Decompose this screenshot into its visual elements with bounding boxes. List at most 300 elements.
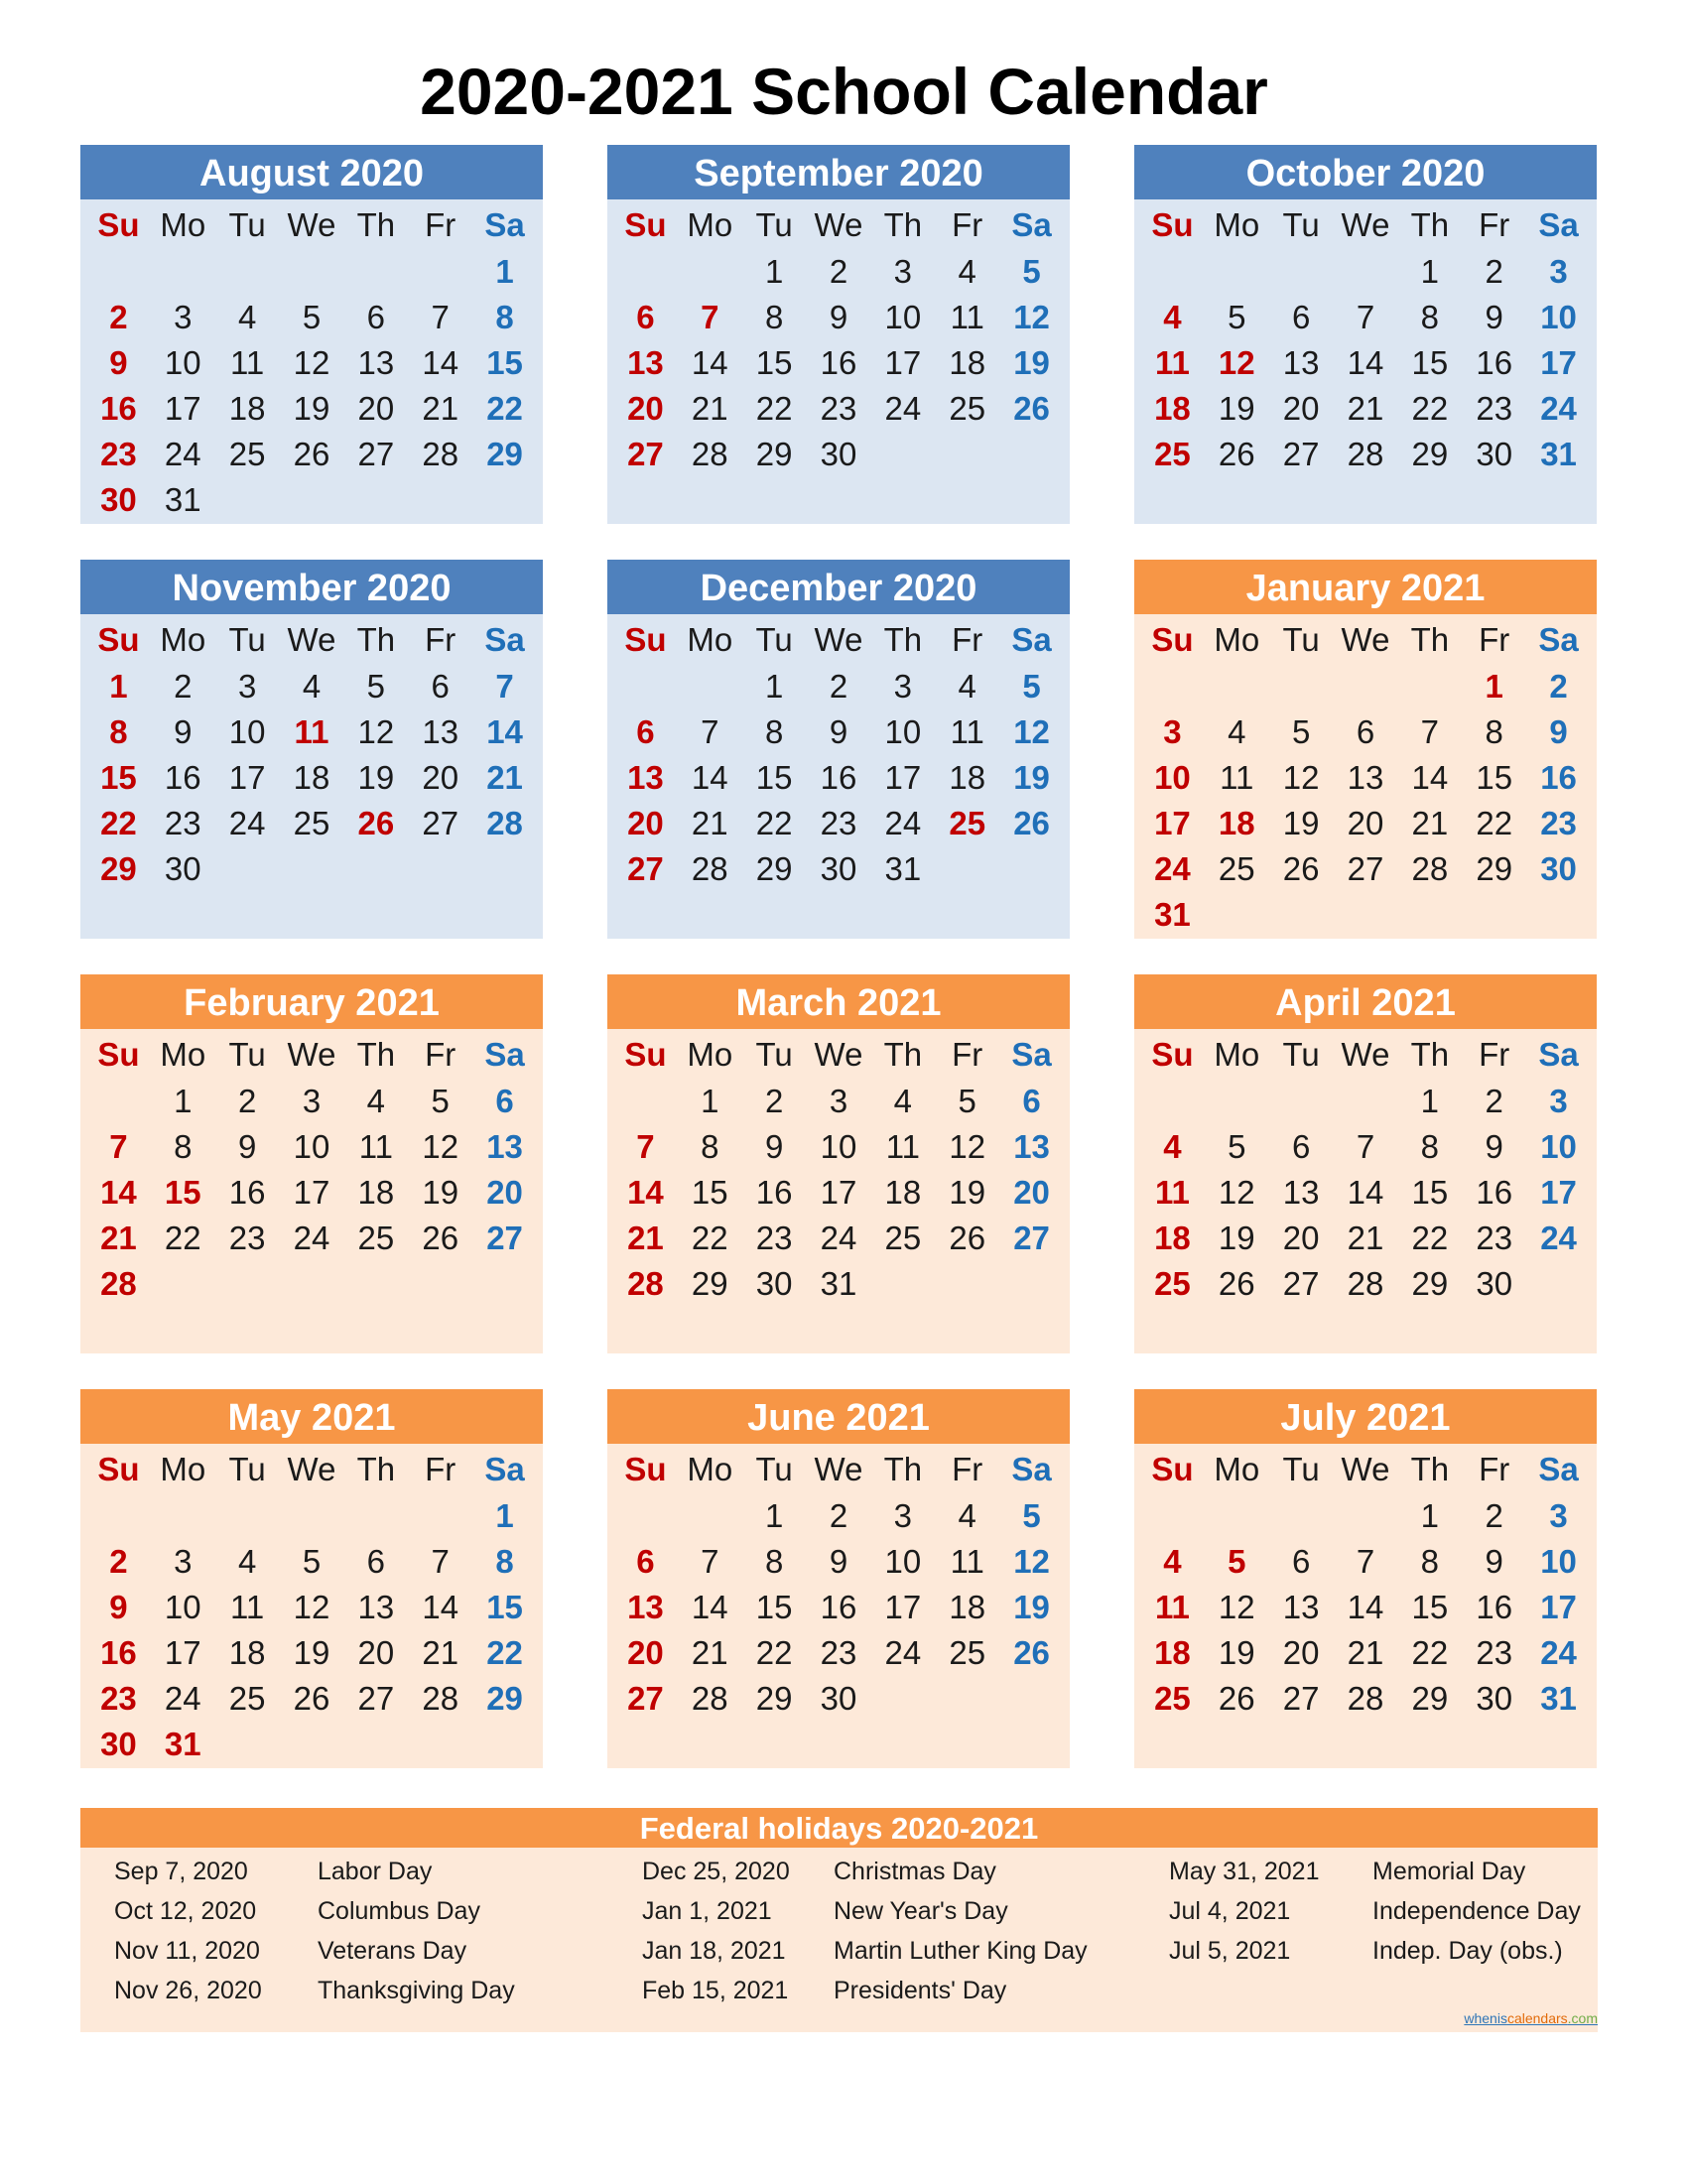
day-cell: 31	[884, 850, 922, 887]
weekday-label: Fr	[1479, 1451, 1510, 1487]
day-cell: 4	[1163, 299, 1182, 335]
weekday-label: Tu	[228, 621, 266, 658]
day-cell: 8	[109, 713, 128, 750]
holiday-column	[642, 1852, 1088, 2010]
site-credit-link[interactable]: wheniscalendars.com	[1464, 2010, 1598, 2026]
day-cell: 29	[691, 1265, 728, 1302]
day-cell: 6	[636, 299, 655, 335]
day-cell: 27	[627, 850, 664, 887]
empty-cell	[408, 249, 472, 295]
day-cell: 23	[1476, 1634, 1513, 1671]
day-cell: 20	[627, 390, 664, 427]
day-cell: 8	[174, 1128, 193, 1165]
day-cell: 22	[1476, 805, 1513, 841]
day-cell: 16	[164, 759, 201, 796]
day-cell: 16	[1540, 759, 1577, 796]
day-cell: 20	[1347, 805, 1384, 841]
holiday-row	[114, 1931, 531, 1971]
day-cell: 26	[949, 1220, 986, 1256]
empty-cell	[1205, 1493, 1269, 1539]
day-cell: 17	[293, 1174, 330, 1211]
holiday-row	[1169, 1931, 1586, 1971]
weekday-label: Sa	[1538, 206, 1579, 243]
day-cell: 1	[1485, 668, 1503, 705]
holiday-name: Veterans Day	[318, 1937, 467, 1965]
month-header: January 2021	[1134, 560, 1597, 614]
day-cell: 9	[174, 713, 193, 750]
day-cell: 2	[1485, 1083, 1503, 1119]
day-cell: 27	[1347, 850, 1384, 887]
day-cell: 28	[422, 1680, 459, 1717]
day-cell: 13	[1282, 1589, 1320, 1625]
day-cell: 7	[1356, 1543, 1375, 1580]
empty-cell	[1269, 1079, 1334, 1124]
day-cell: 25	[1154, 436, 1191, 472]
day-cell: 20	[1013, 1174, 1050, 1211]
day-cell: 11	[1154, 1174, 1190, 1211]
month-header: May 2021	[80, 1389, 543, 1444]
day-cell: 6	[636, 713, 655, 750]
day-cell: 12	[1218, 1174, 1255, 1211]
day-cell: 4	[958, 253, 976, 290]
day-cell: 5	[958, 1083, 976, 1119]
day-cell: 24	[884, 390, 922, 427]
day-cell: 5	[1228, 1128, 1246, 1165]
federal-holidays-panel	[80, 1808, 1598, 2032]
weekday-label: Su	[97, 621, 140, 658]
day-cell: 2	[1549, 668, 1568, 705]
day-cell: 7	[701, 713, 719, 750]
day-cell: 1	[764, 1497, 784, 1534]
weekday-label: We	[287, 1036, 336, 1073]
day-cell: 7	[1356, 299, 1375, 335]
day-cell: 15	[755, 344, 793, 381]
day-cell: 4	[1163, 1543, 1182, 1580]
empty-cell	[613, 249, 678, 295]
day-cell: 31	[1540, 1680, 1577, 1717]
day-cell: 18	[949, 759, 986, 796]
day-cell: 1	[1420, 1083, 1440, 1119]
weekday-label: Th	[356, 621, 396, 658]
day-cell: 5	[431, 1083, 450, 1119]
day-cell: 15	[100, 759, 137, 796]
day-cell: 18	[1218, 805, 1255, 841]
day-cell: 29	[755, 436, 793, 472]
weekday-label: We	[1341, 1451, 1390, 1487]
day-cell: 13	[486, 1128, 523, 1165]
holiday-date: Nov 11, 2020	[114, 1937, 260, 1965]
holiday-name: Martin Luther King Day	[834, 1937, 1088, 1965]
empty-cell	[343, 249, 408, 295]
month-july-2021	[1134, 1389, 1597, 1768]
day-cell: 18	[884, 1174, 922, 1211]
day-cell: 10	[1154, 759, 1191, 796]
weekday-label: Mo	[160, 1451, 206, 1487]
day-cell: 7	[701, 299, 719, 335]
day-cell: 14	[1347, 1174, 1384, 1211]
day-cell: 3	[302, 1083, 322, 1119]
day-cell: 11	[294, 713, 329, 750]
empty-cell	[1140, 664, 1205, 709]
day-cell: 10	[884, 1543, 922, 1580]
weekday-label: Fr	[952, 1451, 983, 1487]
weekday-label: We	[814, 1451, 863, 1487]
day-cell: 4	[958, 1497, 976, 1534]
day-cell: 14	[422, 344, 459, 381]
day-cell: 8	[764, 299, 784, 335]
day-grid	[80, 1029, 543, 1307]
day-cell: 17	[884, 1589, 922, 1625]
weekday-label: Mo	[1214, 1451, 1260, 1487]
day-cell: 24	[1540, 390, 1577, 427]
weekday-label: Th	[356, 1451, 396, 1487]
month-february-2021	[80, 974, 543, 1353]
day-grid	[607, 614, 1070, 892]
weekday-label: Mo	[687, 1451, 733, 1487]
day-cell: 1	[701, 1083, 719, 1119]
holiday-date: May 31, 2021	[1169, 1858, 1320, 1885]
month-header: July 2021	[1134, 1389, 1597, 1444]
day-cell: 25	[228, 436, 266, 472]
day-cell: 29	[755, 1680, 793, 1717]
day-grid	[1134, 1444, 1597, 1722]
day-cell: 15	[1411, 344, 1449, 381]
day-cell: 4	[958, 668, 976, 705]
weekday-label: Mo	[160, 1036, 206, 1073]
weekday-label: Sa	[1011, 1036, 1052, 1073]
day-grid	[80, 199, 543, 523]
day-cell: 12	[357, 713, 395, 750]
empty-cell	[1140, 249, 1205, 295]
holiday-row	[1169, 1891, 1586, 1931]
day-cell: 28	[691, 436, 728, 472]
day-cell: 30	[755, 1265, 793, 1302]
day-cell: 17	[1540, 1589, 1577, 1625]
month-header: October 2020	[1134, 145, 1597, 199]
empty-cell	[613, 664, 678, 709]
day-cell: 3	[829, 1083, 848, 1119]
day-cell: 18	[228, 390, 266, 427]
empty-cell	[280, 1493, 344, 1539]
weekday-label: Tu	[755, 621, 793, 658]
day-cell: 15	[486, 1589, 523, 1625]
weekday-label: Mo	[687, 1036, 733, 1073]
month-january-2021	[1134, 560, 1597, 939]
holiday-name: Labor Day	[318, 1858, 433, 1885]
day-cell: 17	[164, 1634, 201, 1671]
day-cell: 25	[1154, 1265, 1191, 1302]
day-cell: 11	[885, 1128, 920, 1165]
weekday-label: Th	[883, 1451, 923, 1487]
day-cell: 9	[109, 344, 128, 381]
weekday-label: Fr	[425, 1036, 456, 1073]
day-grid	[80, 1444, 543, 1767]
day-cell: 14	[1347, 344, 1384, 381]
day-cell: 31	[164, 481, 201, 518]
day-cell: 15	[486, 344, 523, 381]
day-cell: 26	[357, 805, 395, 841]
holiday-date: Jan 18, 2021	[642, 1937, 786, 1965]
weekday-label: We	[1341, 621, 1390, 658]
weekday-label: Fr	[952, 1036, 983, 1073]
day-grid	[80, 614, 543, 892]
day-cell: 17	[228, 759, 266, 796]
day-cell: 22	[1411, 1220, 1449, 1256]
weekday-label: Su	[97, 206, 140, 243]
day-cell: 8	[701, 1128, 719, 1165]
day-cell: 7	[495, 668, 514, 705]
weekday-label: Sa	[484, 621, 525, 658]
empty-cell	[1334, 1079, 1398, 1124]
day-cell: 1	[109, 668, 128, 705]
weekday-label: Th	[883, 206, 923, 243]
weekday-label: Fr	[1479, 621, 1510, 658]
day-cell: 11	[1154, 344, 1190, 381]
day-cell: 11	[1220, 759, 1254, 796]
day-cell: 15	[755, 759, 793, 796]
day-cell: 30	[1476, 1265, 1513, 1302]
day-cell: 7	[636, 1128, 655, 1165]
day-cell: 16	[820, 1589, 857, 1625]
weekday-label: Su	[624, 621, 667, 658]
day-cell: 3	[1549, 1083, 1568, 1119]
day-cell: 9	[829, 299, 848, 335]
day-cell: 19	[293, 390, 330, 427]
holiday-date: Sep 7, 2020	[114, 1858, 248, 1885]
weekday-label: Tu	[1282, 1451, 1320, 1487]
weekday-label: Sa	[1538, 621, 1579, 658]
day-cell: 19	[1013, 344, 1050, 381]
day-cell: 13	[1013, 1128, 1050, 1165]
day-cell: 21	[100, 1220, 137, 1256]
day-cell: 2	[1485, 253, 1503, 290]
day-cell: 22	[1411, 1634, 1449, 1671]
day-cell: 30	[1476, 436, 1513, 472]
holiday-row	[1169, 1852, 1586, 1891]
day-cell: 24	[164, 436, 201, 472]
day-cell: 30	[164, 850, 201, 887]
day-cell: 12	[1013, 299, 1050, 335]
day-cell: 10	[1540, 1543, 1577, 1580]
day-cell: 19	[357, 759, 395, 796]
weekday-label: We	[1341, 1036, 1390, 1073]
day-cell: 16	[1476, 1174, 1513, 1211]
day-cell: 6	[1291, 1543, 1311, 1580]
empty-cell	[408, 1493, 472, 1539]
day-cell: 23	[164, 805, 201, 841]
day-cell: 2	[109, 1543, 128, 1580]
holiday-name: Presidents' Day	[834, 1977, 1007, 2004]
day-cell: 4	[237, 299, 257, 335]
day-cell: 21	[1347, 1634, 1384, 1671]
day-cell: 23	[820, 390, 857, 427]
day-cell: 23	[100, 436, 137, 472]
day-cell: 23	[1540, 805, 1577, 841]
day-cell: 26	[1218, 436, 1255, 472]
weekday-label: Sa	[484, 1451, 525, 1487]
weekday-label: Su	[624, 206, 667, 243]
day-cell: 25	[1218, 850, 1255, 887]
day-cell: 8	[495, 1543, 514, 1580]
day-cell: 10	[164, 1589, 201, 1625]
empty-cell	[678, 249, 742, 295]
day-cell: 19	[1218, 1634, 1255, 1671]
day-cell: 30	[1540, 850, 1577, 887]
holiday-date: Jul 5, 2021	[1169, 1937, 1291, 1965]
day-cell: 6	[1356, 713, 1375, 750]
day-cell: 6	[431, 668, 450, 705]
day-cell: 17	[1154, 805, 1191, 841]
day-cell: 25	[949, 390, 986, 427]
month-header: June 2021	[607, 1389, 1070, 1444]
empty-cell	[1205, 249, 1269, 295]
day-cell: 2	[764, 1083, 784, 1119]
weekday-label: Fr	[425, 621, 456, 658]
day-cell: 4	[302, 668, 322, 705]
day-cell: 19	[1218, 390, 1255, 427]
day-cell: 7	[431, 299, 450, 335]
day-cell: 17	[164, 390, 201, 427]
day-cell: 5	[302, 299, 322, 335]
day-cell: 9	[109, 1589, 128, 1625]
day-cell: 27	[357, 436, 395, 472]
day-cell: 5	[366, 668, 386, 705]
weekday-label: Th	[356, 1036, 396, 1073]
day-cell: 3	[174, 1543, 193, 1580]
holiday-date: Jul 4, 2021	[1169, 1897, 1291, 1925]
day-cell: 26	[1218, 1680, 1255, 1717]
month-header: March 2021	[607, 974, 1070, 1029]
day-cell: 3	[893, 1497, 913, 1534]
day-cell: 25	[949, 805, 986, 841]
day-cell: 29	[486, 1680, 523, 1717]
holiday-name: Thanksgiving Day	[318, 1977, 515, 2004]
weekday-label: Tu	[1282, 621, 1320, 658]
holiday-date: Nov 26, 2020	[114, 1977, 262, 2004]
holiday-date: Jan 1, 2021	[642, 1897, 772, 1925]
page-title: 2020-2021 School Calendar	[420, 55, 1268, 128]
weekday-label: We	[814, 1036, 863, 1073]
empty-cell	[343, 1493, 408, 1539]
weekday-label: Th	[1410, 1451, 1450, 1487]
weekday-label: Sa	[484, 206, 525, 243]
day-cell: 12	[949, 1128, 986, 1165]
weekday-label: Mo	[160, 206, 206, 243]
empty-cell	[151, 249, 215, 295]
month-december-2020	[607, 560, 1070, 939]
day-cell: 4	[237, 1543, 257, 1580]
day-cell: 13	[422, 713, 459, 750]
day-cell: 20	[1282, 390, 1320, 427]
month-september-2020	[607, 145, 1070, 524]
day-cell: 28	[627, 1265, 664, 1302]
day-cell: 10	[884, 713, 922, 750]
empty-cell	[215, 1493, 280, 1539]
day-cell: 8	[1420, 1543, 1440, 1580]
weekday-label: Fr	[952, 206, 983, 243]
weekday-label: Fr	[1479, 206, 1510, 243]
day-cell: 25	[228, 1680, 266, 1717]
weekday-label: Tu	[228, 1036, 266, 1073]
empty-cell	[1334, 249, 1398, 295]
day-cell: 25	[884, 1220, 922, 1256]
empty-cell	[678, 1493, 742, 1539]
weekday-label: Tu	[228, 206, 266, 243]
day-cell: 22	[486, 390, 523, 427]
holiday-name: Memorial Day	[1372, 1858, 1526, 1885]
day-cell: 14	[100, 1174, 137, 1211]
day-cell: 11	[950, 299, 984, 335]
day-cell: 3	[893, 253, 913, 290]
day-cell: 4	[366, 1083, 386, 1119]
day-cell: 2	[237, 1083, 257, 1119]
day-cell: 27	[1282, 436, 1320, 472]
day-cell: 13	[627, 759, 664, 796]
day-cell: 12	[1282, 759, 1320, 796]
day-cell: 23	[755, 1220, 793, 1256]
empty-cell	[1269, 1493, 1334, 1539]
month-october-2020	[1134, 145, 1597, 524]
day-cell: 22	[755, 1634, 793, 1671]
empty-cell	[613, 1493, 678, 1539]
day-cell: 14	[1347, 1589, 1384, 1625]
weekday-label: We	[287, 1451, 336, 1487]
day-cell: 12	[1218, 344, 1255, 381]
day-cell: 16	[228, 1174, 266, 1211]
day-cell: 13	[357, 344, 395, 381]
day-cell: 30	[1476, 1680, 1513, 1717]
day-cell: 29	[100, 850, 137, 887]
holiday-row	[642, 1891, 1059, 1931]
empty-cell	[1334, 1493, 1398, 1539]
day-cell: 10	[228, 713, 266, 750]
day-cell: 27	[1282, 1680, 1320, 1717]
day-cell: 21	[486, 759, 523, 796]
day-cell: 12	[293, 344, 330, 381]
day-cell: 14	[627, 1174, 664, 1211]
day-cell: 23	[1476, 1220, 1513, 1256]
day-cell: 1	[764, 253, 784, 290]
empty-cell	[1269, 664, 1334, 709]
day-cell: 14	[691, 1589, 728, 1625]
weekday-label: Mo	[160, 621, 206, 658]
day-cell: 15	[164, 1174, 201, 1211]
day-cell: 13	[1282, 344, 1320, 381]
day-cell: 31	[164, 1726, 201, 1762]
day-cell: 16	[820, 344, 857, 381]
weekday-label: Th	[883, 621, 923, 658]
weekday-label: Su	[624, 1036, 667, 1073]
day-cell: 30	[820, 850, 857, 887]
day-cell: 24	[1154, 850, 1191, 887]
day-cell: 9	[1549, 713, 1568, 750]
day-cell: 21	[1411, 805, 1449, 841]
day-cell: 28	[1347, 1680, 1384, 1717]
day-cell: 25	[949, 1634, 986, 1671]
day-cell: 26	[1282, 850, 1320, 887]
day-cell: 5	[1228, 299, 1246, 335]
day-cell: 20	[422, 759, 459, 796]
day-cell: 29	[1411, 1265, 1449, 1302]
day-cell: 6	[366, 299, 386, 335]
day-cell: 12	[1218, 1589, 1255, 1625]
day-cell: 5	[1022, 253, 1041, 290]
month-june-2021	[607, 1389, 1070, 1768]
day-cell: 14	[1411, 759, 1449, 796]
day-cell: 21	[422, 390, 459, 427]
weekday-label: Th	[356, 206, 396, 243]
day-cell: 16	[100, 1634, 137, 1671]
